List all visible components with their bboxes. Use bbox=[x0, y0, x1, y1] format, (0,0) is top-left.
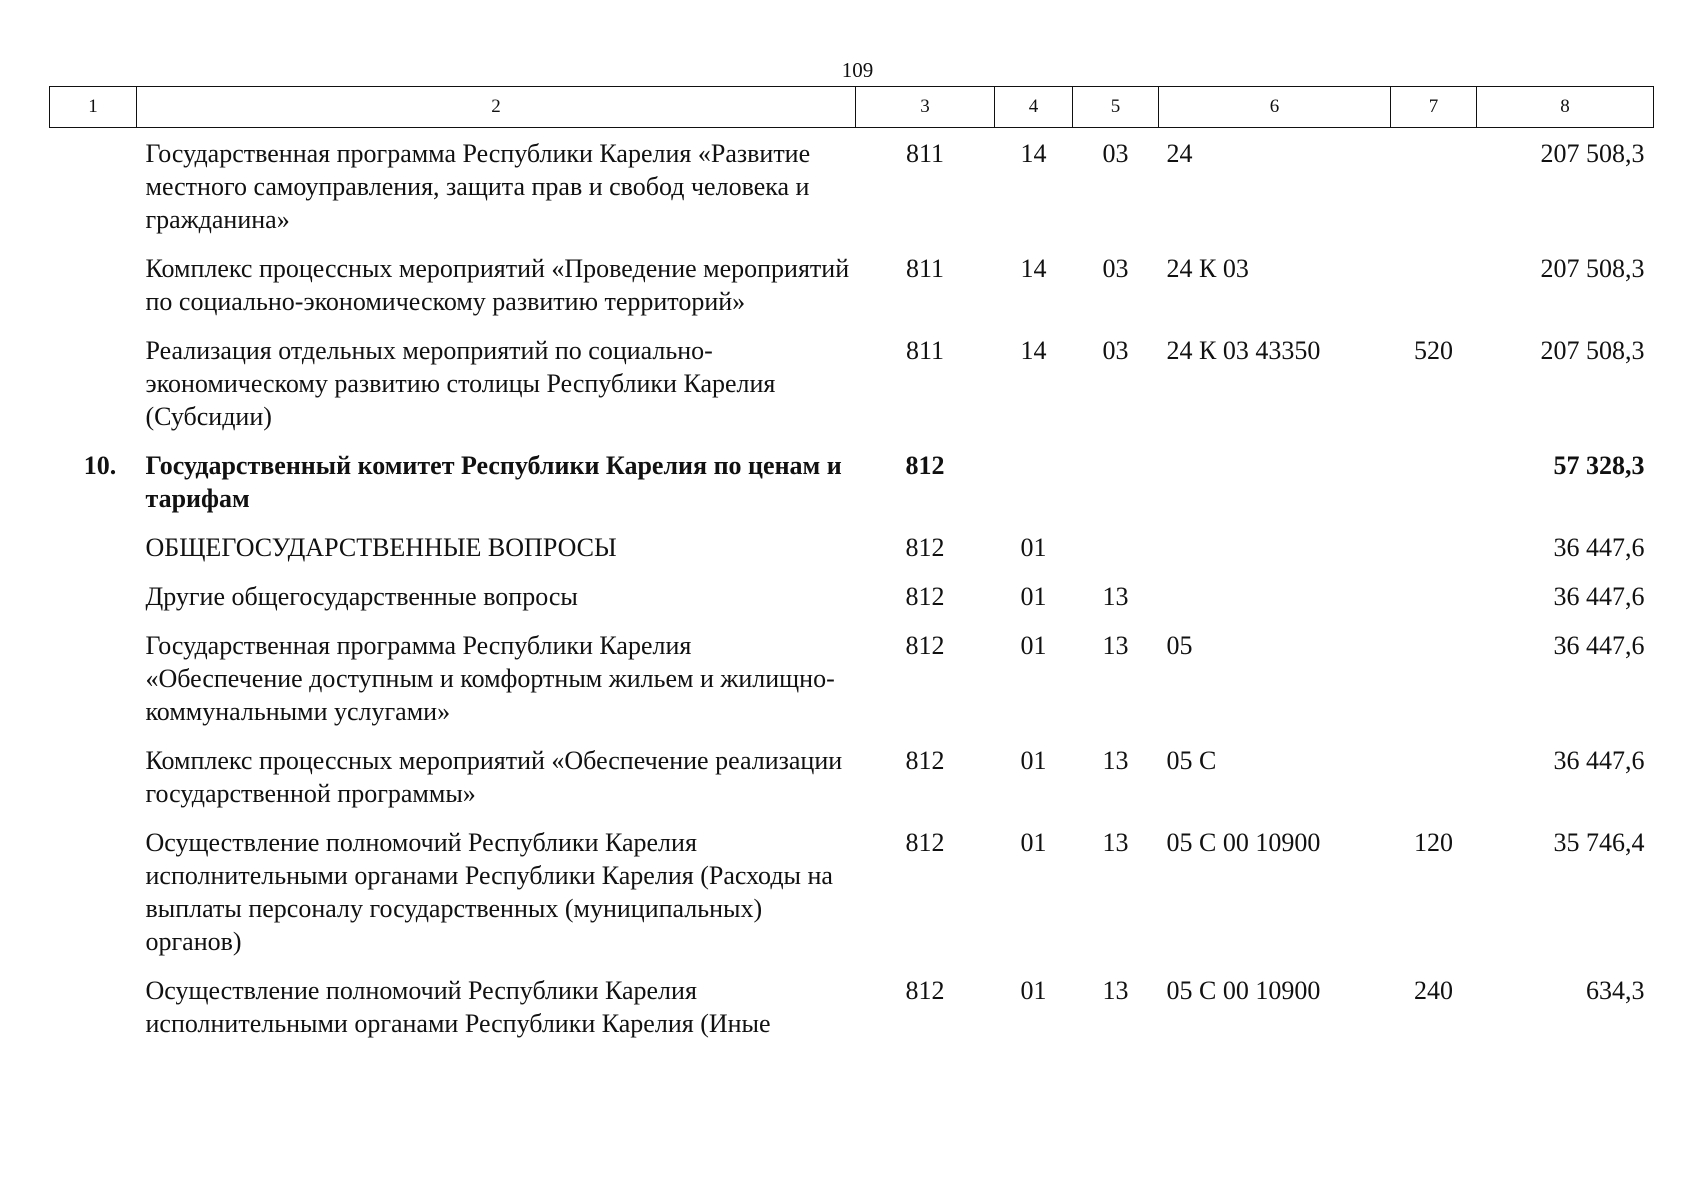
header-cell-4: 4 bbox=[995, 87, 1073, 128]
expense-type-code bbox=[1391, 252, 1477, 334]
target-code: 05 С 00 10900 bbox=[1166, 828, 1321, 857]
expense-type-code bbox=[1391, 629, 1477, 744]
row-number bbox=[50, 629, 137, 744]
target-code: 05 С 00 10900 bbox=[1166, 976, 1321, 1005]
subsection-code: 13 bbox=[1102, 746, 1129, 775]
expense-type-code: 520 bbox=[1414, 336, 1453, 365]
ministry-code: 811 bbox=[905, 254, 945, 283]
header-cell-8: 8 bbox=[1477, 87, 1654, 128]
subsection-code: 03 bbox=[1102, 336, 1129, 365]
header-cell-5: 5 bbox=[1073, 87, 1159, 128]
ministry-code: 812 bbox=[905, 828, 945, 857]
table-row bbox=[50, 334, 1654, 449]
expense-type-code: 240 bbox=[1414, 976, 1453, 1005]
subsection-code: 13 bbox=[1102, 582, 1129, 611]
expense-name: Реализация отдельных мероприятий по социально-экономическому развитию столицы Республики Карелия (Субсидии) bbox=[145, 336, 776, 431]
expense-type-code: 120 bbox=[1414, 828, 1453, 857]
table-row bbox=[50, 826, 1654, 974]
row-number: 10. bbox=[83, 451, 117, 480]
expense-name: Государственная программа Республики Карелия «Развитие местного самоуправления, защита прав и свобод человека и гражданина» bbox=[145, 139, 811, 234]
budget-table bbox=[49, 86, 1654, 1056]
row-number bbox=[50, 128, 137, 253]
ministry-code: 812 bbox=[905, 631, 945, 660]
subsection-code: 03 bbox=[1102, 139, 1129, 168]
ministry-code: 812 bbox=[905, 582, 945, 611]
expense-name: Комплекс процессных мероприятий «Проведение мероприятий по социально-экономическому развитию территорий» bbox=[145, 254, 850, 316]
expense-name: Государственная программа Республики Карелия «Обеспечение доступным и комфортным жильем и жилищно-коммунальными услугами» bbox=[145, 631, 835, 726]
row-number bbox=[50, 531, 137, 580]
ministry-code: 811 bbox=[905, 139, 945, 168]
table-row bbox=[50, 744, 1654, 826]
ministry-code: 812 bbox=[905, 746, 945, 775]
target-code: 24 К 03 43350 bbox=[1166, 336, 1321, 365]
page-number: 109 bbox=[841, 58, 874, 82]
table-row bbox=[50, 974, 1654, 1056]
expense-type-code bbox=[1391, 128, 1477, 253]
row-number bbox=[50, 580, 137, 629]
section-code: 01 bbox=[1020, 631, 1047, 660]
table-header bbox=[50, 87, 1654, 128]
table-row bbox=[50, 449, 1654, 531]
target-code bbox=[1159, 580, 1391, 629]
amount-value: 207 508,3 bbox=[1540, 336, 1645, 365]
subsection-code bbox=[1073, 531, 1159, 580]
section-code: 01 bbox=[1020, 582, 1047, 611]
subsection-code: 13 bbox=[1102, 976, 1129, 1005]
section-code: 14 bbox=[1020, 139, 1047, 168]
target-code: 24 bbox=[1166, 139, 1193, 168]
expense-name: Осуществление полномочий Республики Карелия исполнительными органами Республики Карелия (Иные bbox=[145, 976, 771, 1038]
table-row bbox=[50, 580, 1654, 629]
expense-type-code bbox=[1391, 744, 1477, 826]
expense-name: Комплекс процессных мероприятий «Обеспечение реализации государственной программы» bbox=[145, 746, 843, 808]
ministry-code: 811 bbox=[905, 336, 945, 365]
header-cell-7: 7 bbox=[1391, 87, 1477, 128]
subsection-code: 13 bbox=[1102, 828, 1129, 857]
expense-type-code bbox=[1391, 531, 1477, 580]
section-code: 01 bbox=[1020, 746, 1047, 775]
section-code: 14 bbox=[1020, 336, 1047, 365]
section-code: 01 bbox=[1020, 533, 1047, 562]
subsection-code: 03 bbox=[1102, 254, 1129, 283]
expense-name: ОБЩЕГОСУДАРСТВЕННЫЕ ВОПРОСЫ bbox=[145, 533, 617, 562]
row-number bbox=[50, 974, 137, 1056]
target-code: 05 С bbox=[1166, 746, 1217, 775]
amount-value: 207 508,3 bbox=[1540, 139, 1645, 168]
amount-value: 36 447,6 bbox=[1553, 582, 1645, 611]
header-cell-6: 6 bbox=[1159, 87, 1391, 128]
target-code: 24 К 03 bbox=[1166, 254, 1249, 283]
amount-value: 57 328,3 bbox=[1553, 451, 1645, 480]
table-body bbox=[50, 128, 1654, 1057]
target-code bbox=[1159, 531, 1391, 580]
section-code: 01 bbox=[1020, 976, 1047, 1005]
header-cell-3: 3 bbox=[856, 87, 995, 128]
amount-value: 634,3 bbox=[1586, 976, 1645, 1005]
row-number bbox=[50, 334, 137, 449]
amount-value: 36 447,6 bbox=[1553, 533, 1645, 562]
table-row bbox=[50, 629, 1654, 744]
row-number bbox=[50, 252, 137, 334]
expense-type-code bbox=[1391, 449, 1477, 531]
target-code bbox=[1159, 449, 1391, 531]
amount-value: 207 508,3 bbox=[1540, 254, 1645, 283]
row-number bbox=[50, 744, 137, 826]
target-code: 05 bbox=[1166, 631, 1193, 660]
expense-name: Другие общегосударственные вопросы bbox=[145, 582, 578, 611]
header-cell-2: 2 bbox=[137, 87, 856, 128]
amount-value: 36 447,6 bbox=[1553, 631, 1645, 660]
table-row bbox=[50, 128, 1654, 253]
section-code: 01 bbox=[1020, 828, 1047, 857]
table-row bbox=[50, 531, 1654, 580]
header-row bbox=[50, 87, 1654, 128]
subsection-code bbox=[1073, 449, 1159, 531]
amount-value: 35 746,4 bbox=[1553, 828, 1645, 857]
section-code bbox=[995, 449, 1073, 531]
ministry-code: 812 bbox=[905, 451, 945, 480]
table-row bbox=[50, 252, 1654, 334]
ministry-code: 812 bbox=[905, 533, 945, 562]
amount-value: 36 447,6 bbox=[1553, 746, 1645, 775]
expense-type-code bbox=[1391, 580, 1477, 629]
expense-name: Осуществление полномочий Республики Карелия исполнительными органами Республики Карелия (Расходы на выплаты персоналу государственных (муниципальных) органов) bbox=[145, 828, 833, 956]
subsection-code: 13 bbox=[1102, 631, 1129, 660]
row-number bbox=[50, 826, 137, 974]
expense-name: Государственный комитет Республики Карелия по ценам и тарифам bbox=[145, 451, 842, 513]
section-code: 14 bbox=[1020, 254, 1047, 283]
header-cell-1: 1 bbox=[50, 87, 137, 128]
ministry-code: 812 bbox=[905, 976, 945, 1005]
